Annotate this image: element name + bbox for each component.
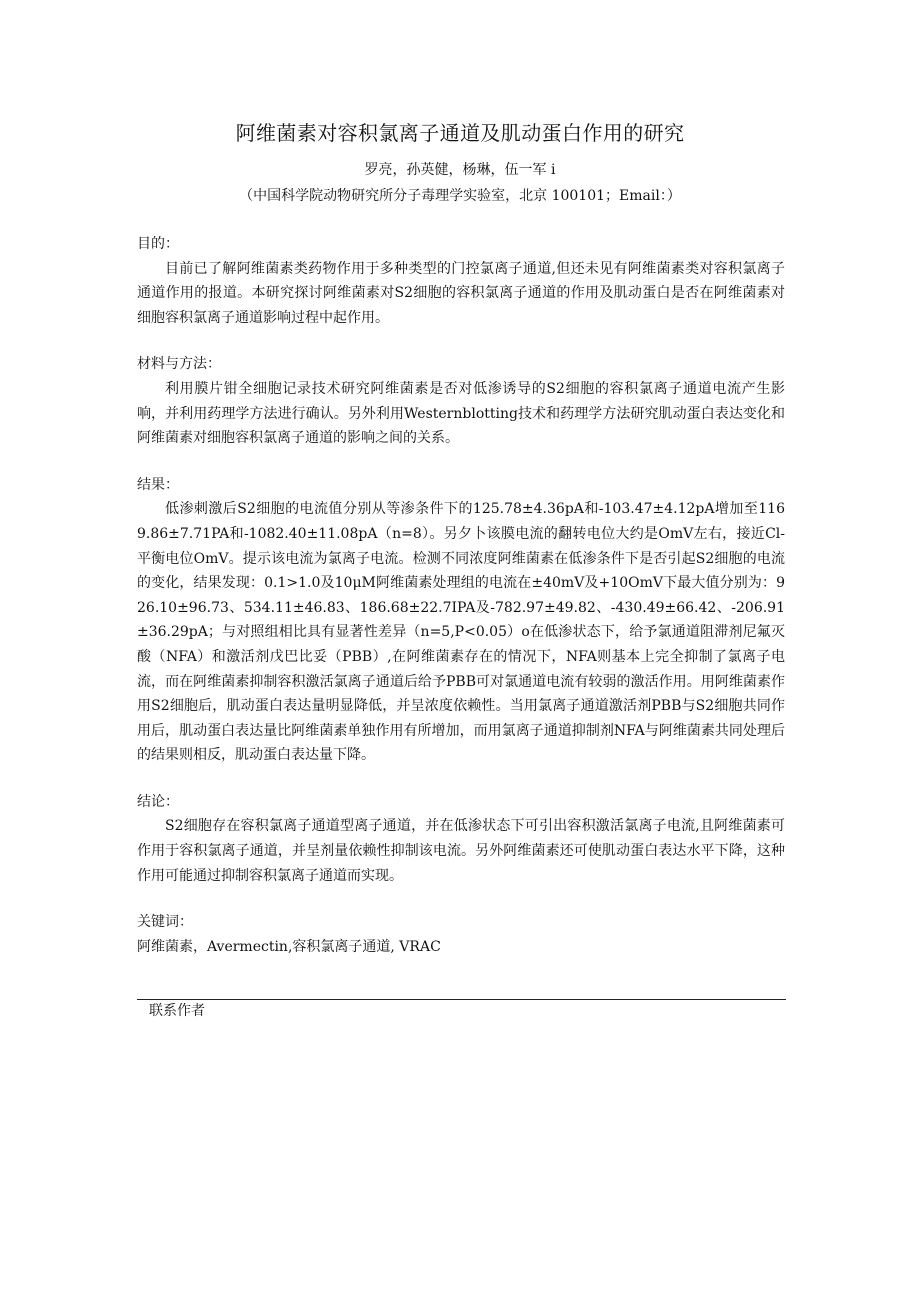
section-objective bbox=[137, 232, 785, 330]
results-text: 低渗刺激后S2细胞的电流值分别从等渗条件下的125.78±4.36pA和-103.47±4.12pA增加至1169.86±7.71PA和-1082.40±11.08pA（n=8）。另夕卜该膜电流的翻转电位大约是OmV左右，接近Cl-平衡电位OmV。提示该电流为氯离子电流。检测不同浓度阿维菌素在低渗条件下是否引起S2细胞的电流的变化，结果发现：0.1>1.0及10μM阿维菌素处理组的电流在±40mV及+10OmV下最大值分别为：926.10±96.73、534.11±46.83、186.68±22.7IPA及-782.97±49.82、-430.49±66.42、-206.91±36.29pA；与对照组相比具有显著性差异（n=5,P<0.05）o在低渗状态下，给予氯通道阻滞剂尼氟灭酸（NFA）和激活剂戊巴比妥（PBB）,在阿维菌素存在的情况下，NFA则基本上完全抑制了氯离子电流，而在阿维菌素抑制容积激活氯离子通道后给予PBB可对氯通道电流有较弱的激活作用。用阿维菌素作用S2细胞后，肌动蛋白表达量明显降低，并呈浓度依赖性。当用氯离子通道激活剂PBB与S2细胞共同作用后，肌动蛋白表达量比阿维菌素单独作用有所增加，而用氯离子通道抑制剂NFA与阿维菌素共同处理后的结果则相反，肌动蛋白表达量下降。 bbox=[137, 501, 785, 764]
section-methods bbox=[137, 352, 785, 450]
methods-heading: 材料与方法： bbox=[137, 356, 221, 373]
section-keywords bbox=[137, 910, 785, 959]
footnote-divider bbox=[137, 999, 786, 1000]
conclusion-text: S2细胞存在容积氯离子通道型离子通道，并在低渗状态下可引出容积激活氯离子电流,且阿维菌素可作用于容积氯离子通道，并呈剂量依赖性抑制该电流。另外阿维菌素还可使肌动蛋白表达水平下降，这种作用可能通过抑制容积氯离子通道而实现。 bbox=[137, 818, 785, 884]
section-conclusion bbox=[137, 790, 785, 888]
paper-title: 阿维菌素对容积氯离子通道及肌动蛋白作用的研究 bbox=[235, 121, 685, 145]
objective-heading: 目的： bbox=[137, 236, 179, 252]
methods-text: 利用膜片钳全细胞记录技术研究阿维菌素是否对低渗诱导的S2细胞的容积氯离子通道电流产生影响，并利用药理学方法进行确认。另外利用Westernblotting技术和药理学方法研究肌动蛋白表达变化和阿维菌素对细胞容积氯离子通道的影响之间的关系。 bbox=[137, 380, 785, 447]
conclusion-heading: 结论： bbox=[137, 793, 179, 810]
abstract-body bbox=[137, 232, 785, 981]
affiliation: （中国科学院动物研究所分子毒理学实验室，北京 100101；Email：） bbox=[239, 188, 681, 204]
section-results bbox=[137, 473, 785, 768]
keywords-text: 阿维菌素，Avermectin,容积氯离子通道, VRAC bbox=[137, 938, 441, 955]
keywords-heading: 关键词： bbox=[137, 914, 193, 931]
results-heading: 结果： bbox=[137, 476, 179, 493]
footnote-contact: 联系作者 bbox=[149, 1003, 205, 1019]
objective-text: 目前已了解阿维菌素类药物作用于多种类型的门控氯离子通道,但还未见有阿维菌素类对容积氯离子通道作用的报道。本研究探讨阿维菌素对S2细胞的容积氯离子通道的作用及肌动蛋白是否在阿维菌素对细胞容积氯离子通道影响过程中起作用。 bbox=[137, 260, 785, 326]
author-list: 罗亮，孙英健，杨琳，伍一军 i bbox=[364, 162, 556, 178]
